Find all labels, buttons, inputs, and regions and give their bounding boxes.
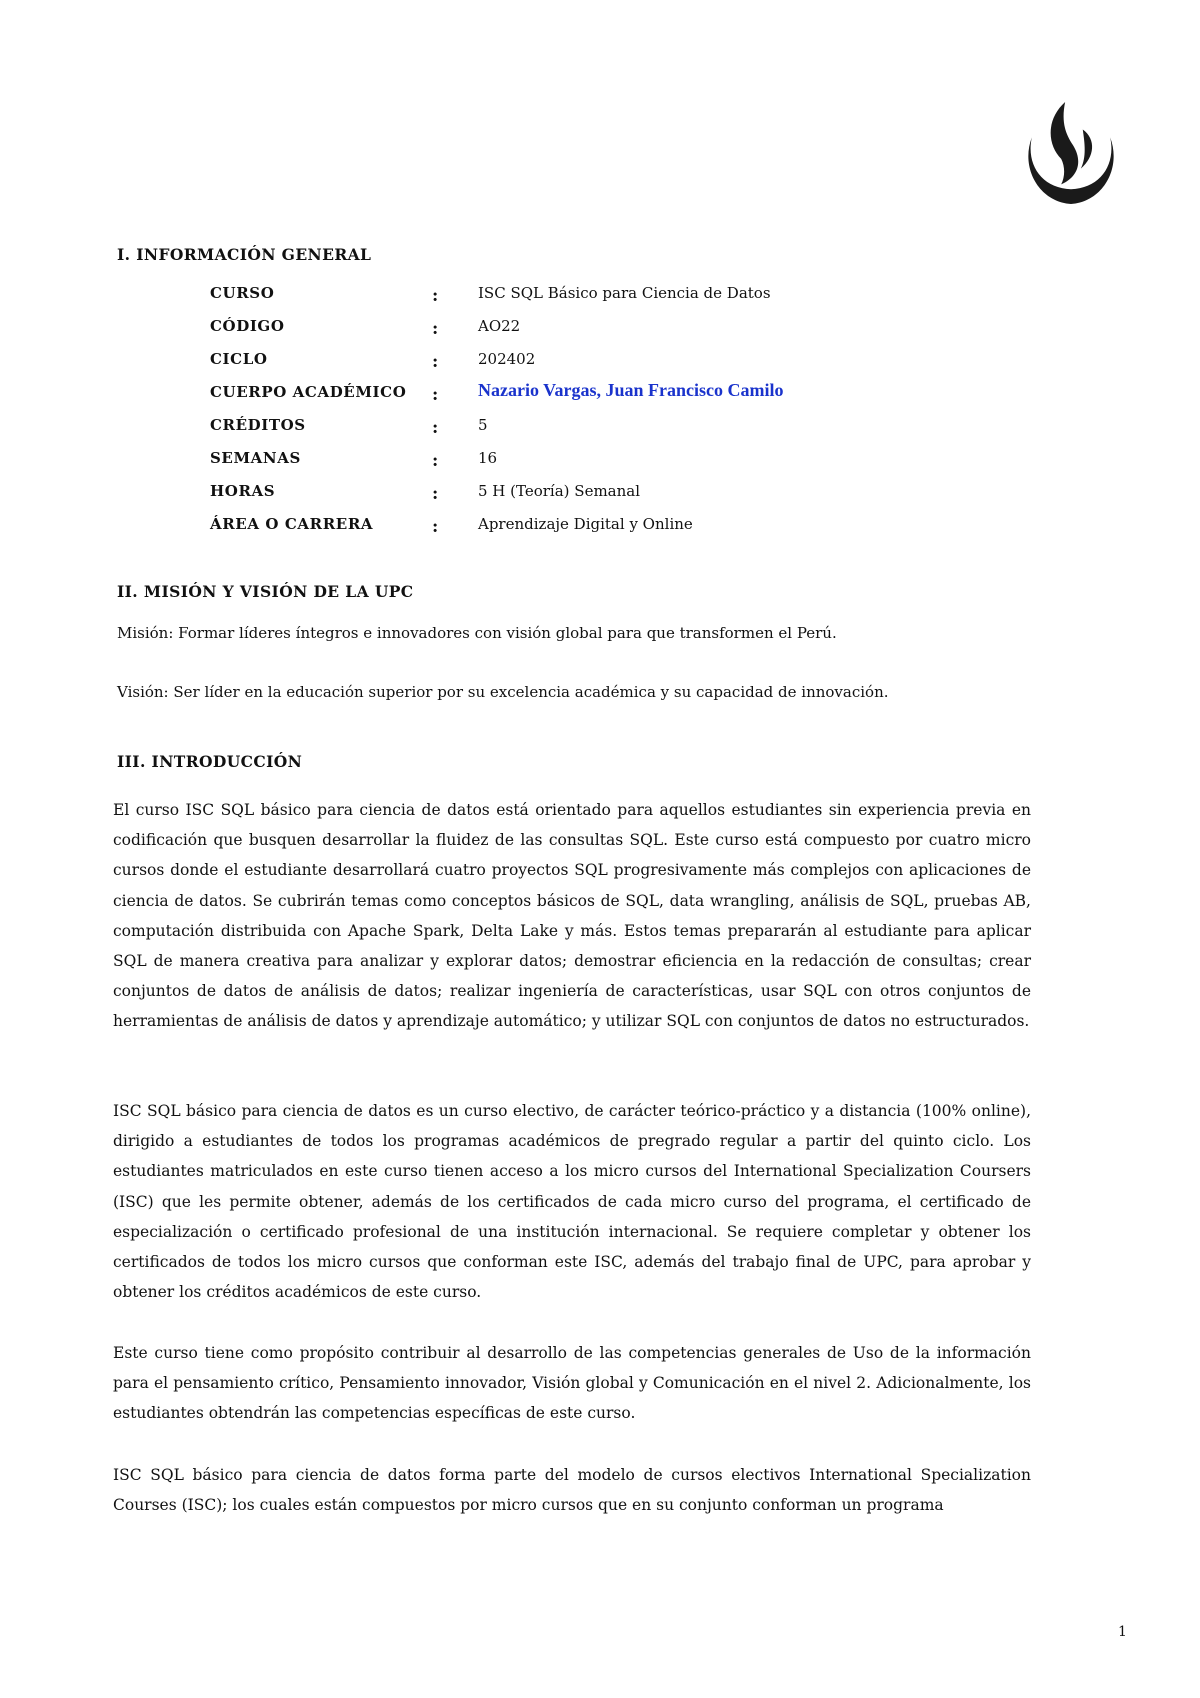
info-row-codigo [210, 313, 1110, 346]
intro-paragraph: El curso ISC SQL básico para ciencia de datos está orientado para aquellos estudiantes sin experiencia previa en codificación que busquen desarrollar la fluidez de las consultas SQL. Este curso está compuesto por cuatro micro cursos donde el estudiante desarrollará cuatro proyectos SQL progresivamente más complejos con aplicaciones de ciencia de datos. Se cubrirán temas como conceptos básicos de SQL, data wrangling, análisis de SQL, pruebas AB, computación distribuida con Apache Spark, Delta Lake y más. Estos temas prepararán al estudiante para aplicar SQL de manera creativa para analizar y explorar datos; demostrar eficiencia en la redacción de consultas; crear conjuntos de datos de análisis de datos; realizar ingeniería de características, usar SQL con otros conjuntos de herramientas de análisis de datos y aprendizaje automático; y utilizar SQL con conjuntos de datos no estructurados. [113, 801, 1031, 1031]
mission-text: Misión: Formar líderes íntegros e innovadores con visión global para que transformen el Perú. [117, 624, 837, 642]
info-label: CÓDIGO [210, 317, 285, 335]
info-colon: : [432, 418, 439, 438]
info-row-creditos [210, 412, 1110, 445]
info-label: CICLO [210, 350, 268, 368]
info-value: 16 [478, 449, 498, 467]
intro-paragraph: ISC SQL básico para ciencia de datos es un curso electivo, de carácter teórico-práctico y a distancia (100% online), dirigido a estudiantes de todos los programas académicos de pregrado regular a partir del quinto ciclo. Los estudiantes matriculados en este curso tienen acceso a los micro cursos del International Specialization Coursers (ISC) que les permite obtener, además de los certificados de cada micro curso del programa, el certificado de especialización o certificado profesional de una institución internacional. Se requiere completar y obtener los certificados de todos los micro cursos que conforman este ISC, además del trabajo final de UPC, para aprobar y obtener los créditos académicos de este curso. [113, 1102, 1031, 1302]
info-label: HORAS [210, 482, 276, 500]
intro-paragraph: Este curso tiene como propósito contribuir al desarrollo de las competencias generales de Uso de la información para el pensamiento crítico, Pensamiento innovador, Visión global y Comunicación en el nivel 2. Adicionalmente, los estudiantes obtendrán las competencias específicas de este curso. [113, 1344, 1031, 1423]
info-label: SEMANAS [210, 449, 301, 467]
info-label: CRÉDITOS [210, 416, 306, 434]
info-colon: : [432, 385, 439, 405]
info-colon: : [432, 319, 439, 339]
page-number: 1 [1118, 1624, 1127, 1640]
info-row-semanas [210, 445, 1110, 478]
general-info-table [210, 280, 1110, 544]
info-row-area [210, 511, 1110, 544]
info-colon: : [432, 286, 439, 306]
info-label: CURSO [210, 284, 275, 302]
section-title-general: I. INFORMACIÓN GENERAL [117, 245, 372, 264]
info-value: 5 H (Teoría) Semanal [478, 482, 641, 500]
section-title-introduction: III. INTRODUCCIÓN [117, 752, 303, 771]
info-row-curso [210, 280, 1110, 313]
info-value: 5 [478, 416, 488, 434]
upc-logo [1022, 100, 1120, 206]
section-title-mission-vision: II. MISIÓN Y VISIÓN DE LA UPC [117, 582, 414, 601]
info-value: AO22 [478, 317, 521, 335]
info-colon: : [432, 352, 439, 372]
info-value: ISC SQL Básico para Ciencia de Datos [478, 284, 771, 302]
info-label: ÁREA O CARRERA [210, 515, 374, 533]
info-colon: : [432, 517, 439, 537]
info-colon: : [432, 451, 439, 471]
info-row-horas [210, 478, 1110, 511]
info-colon: : [432, 484, 439, 504]
intro-paragraph: ISC SQL básico para ciencia de datos forma parte del modelo de cursos electivos International Specialization Courses (ISC); los cuales están compuestos por micro cursos que en su conjunto conforman un programa [113, 1466, 1031, 1515]
info-row-ciclo [210, 346, 1110, 379]
faculty-name: Nazario Vargas, Juan Francisco Camilo [478, 380, 784, 400]
info-row-cuerpo-academico [210, 379, 1110, 412]
info-label: CUERPO ACADÉMICO [210, 383, 407, 401]
info-value: 202402 [478, 350, 536, 368]
vision-text: Visión: Ser líder en la educación superior por su excelencia académica y su capacidad de innovación. [117, 683, 889, 701]
info-value: Aprendizaje Digital y Online [478, 515, 693, 533]
